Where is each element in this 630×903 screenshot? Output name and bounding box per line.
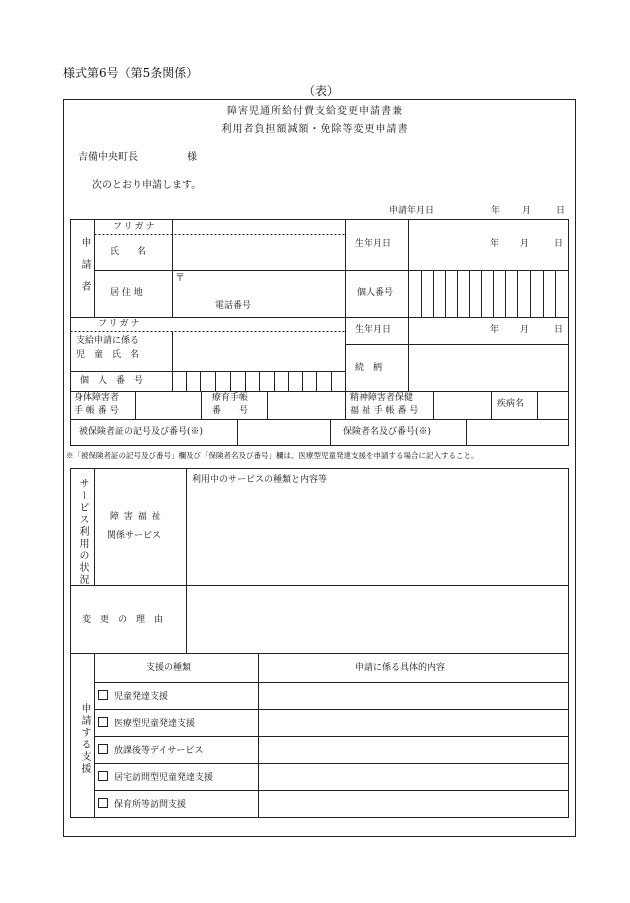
ryoiku-cert-label-line1: 療育手帳 [212,393,249,403]
mental-cert-label-line1: 精神障害者保健 [350,393,414,403]
support-section-label: 申請する支援 [79,703,90,775]
physical-cert-label-line1: 身体障害者 [74,393,120,403]
child-dob-month: 月 [520,325,530,335]
mental-cert-label-line2: 福 祉 手 帳 番 号 [350,406,419,416]
addressee-honorific: 様 [187,152,197,163]
applicant-name-label: 氏 名 [110,247,147,257]
child-personal-number-label: 個 人 番 号 [80,376,144,386]
child-name-label-line1: 支給申請に係る [76,336,140,346]
title-line-1: 障害児通所給付費支給変更申請書兼 [227,106,403,117]
application-date-month: 月 [522,206,532,216]
insurer-label: 保険者名及び番号(※) [343,427,432,437]
applicant-section-label: 申請者 [79,237,90,303]
insurance-note: ※「被保険者証の記号及び番号」欄及び「保険者名及び番号」欄は、医療型児童発達支援を申請する場合に記入すること。 [66,451,479,460]
support-item-label: 医療型児童発達支援 [114,719,196,729]
child-furigana-label: フリガナ [98,319,142,329]
service-status-section-label: サービス利用の状況 [77,478,88,586]
intro-text: 次のとおり申請します。 [92,180,202,191]
title-line-2: 利用者負担額減額・免除等変更申請書 [221,124,409,135]
child-name-label-line2: 児 童 氏 名 [76,350,140,360]
support-item-row[interactable] [98,798,186,811]
checkbox-icon[interactable] [98,690,108,700]
checkbox-icon[interactable] [98,771,108,781]
application-date-year: 年 [491,206,501,216]
child-dob-label: 生年月日 [355,325,392,335]
disease-name-label: 疾病名 [497,399,525,409]
support-detail-header: 申請に係る具体的内容 [355,663,446,673]
ryoiku-cert-label-line2: 番 号 [212,406,249,416]
support-item-label: 放課後等デイサービス [114,746,204,756]
postal-mark: 〒 [175,273,185,284]
form-number: 様式第6号（第5条関係） [63,66,199,80]
applicant-furigana-label: フリガナ [113,222,157,232]
welfare-service-label-line1: 障 害 福 祉 [110,512,162,522]
checkbox-icon[interactable] [98,717,108,727]
support-type-header: 支援の種類 [146,663,192,673]
physical-cert-label-line2: 手 帳 番 号 [74,406,119,416]
support-item-row[interactable] [98,771,213,784]
support-item-row[interactable] [98,690,168,703]
support-item-row[interactable] [98,744,203,757]
application-date-label: 申請年月日 [389,206,435,216]
checkbox-icon[interactable] [98,744,108,754]
support-item-label: 保育所等訪問支援 [114,800,187,810]
checkbox-icon[interactable] [98,798,108,808]
applicant-phone-label: 電話番号 [215,301,252,311]
child-dob-day: 日 [554,325,564,335]
applicant-address-label: 居 住 地 [110,288,143,298]
applicant-personal-number-label: 個人番号 [357,288,394,298]
application-date-day: 日 [556,206,566,216]
change-reason-label: 変 更 の 理 由 [82,615,164,625]
support-item-label: 居宅訪問型児童発達支援 [114,773,214,783]
page-side-label: （表） [303,84,340,98]
support-item-row[interactable] [98,717,195,730]
support-item-label: 児童発達支援 [114,692,169,702]
welfare-service-label-line2: 関係サービス [107,531,162,541]
applicant-dob-label: 生年月日 [355,239,392,249]
applicant-dob-day: 日 [554,239,564,249]
child-relation-label: 続 柄 [355,363,383,373]
insured-number-label: 被保険者証の記号及び番号(※) [79,427,204,437]
applicant-dob-month: 月 [520,239,530,249]
applicant-dob-year: 年 [490,239,500,249]
addressee-name: 吉備中央町長 [78,152,138,163]
child-dob-year: 年 [490,325,500,335]
current-service-content-label: 利用中のサービスの種類と内容等 [192,475,328,485]
